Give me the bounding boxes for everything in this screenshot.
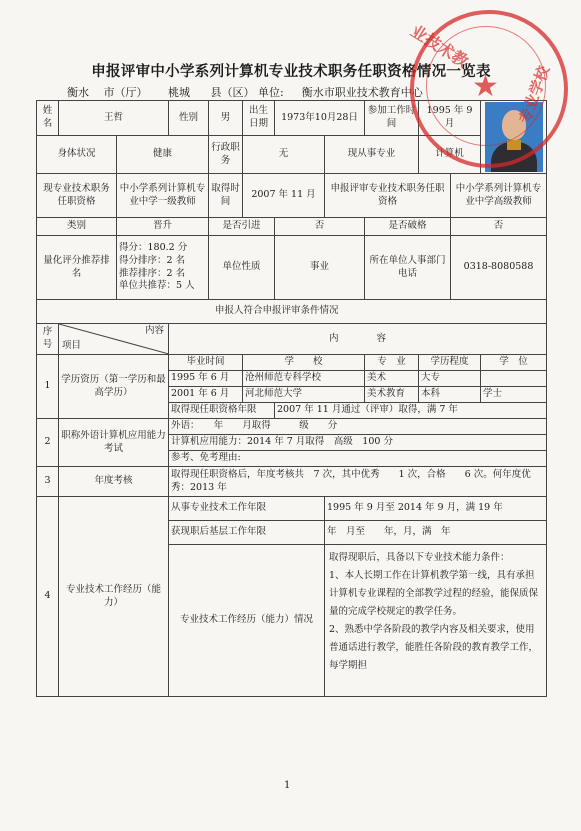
work-start-value: 1995 年 9 月	[419, 101, 481, 136]
exam-no: 2	[37, 419, 59, 467]
section-title-row	[37, 300, 547, 324]
apply-title-value: 中小学系列计算机专业中学高级教师	[451, 174, 547, 218]
exam-row	[37, 419, 547, 435]
ability-item-2: 2、熟悉中学各阶段的教学内容及相关要求，使用普通话进行教学，能胜任各阶段的教育教学工作，每学期担	[329, 624, 539, 672]
item-header-label: 项目	[62, 340, 82, 352]
edu-col-graduation: 毕业时间	[169, 355, 243, 371]
introduced-value: 否	[275, 218, 365, 236]
edu-level: 本科	[419, 387, 481, 403]
work-years-row	[37, 497, 547, 521]
edu-col-major: 专 业	[365, 355, 419, 371]
ability-intro: 取得现职后，具备以下专业技术能力条件：	[329, 552, 510, 563]
ranking-row	[37, 236, 547, 300]
content-item-header	[59, 324, 169, 355]
grassroots-years-label: 获现职后基层工作年限	[169, 521, 325, 545]
category-row	[37, 218, 547, 236]
work-years-label: 从事专业技术工作年限	[169, 497, 325, 521]
content-header-label: 内容	[145, 325, 165, 336]
edu-degree	[481, 371, 547, 387]
current-title-label: 现专业技术职务任职资格	[37, 174, 117, 218]
introduced-label: 是否引进	[209, 218, 275, 236]
work-start-label: 参加工作时间	[365, 101, 419, 136]
ability-detail	[325, 545, 547, 697]
apply-title-label: 申报评审专业技术职务任职资格	[325, 174, 451, 218]
annual-review-row	[37, 467, 547, 497]
annual-review-no: 3	[37, 467, 59, 497]
annual-review-label: 年度考核	[59, 467, 169, 497]
edu-degree: 学士	[481, 387, 547, 403]
edu-major: 美术	[365, 371, 419, 387]
unit-label: 单位:	[258, 86, 284, 99]
recommend-rank-value: 推荐排序：2 名	[119, 267, 186, 279]
edu-col-level: 学历程度	[419, 355, 481, 371]
hr-phone-label: 所在单位人事部门电话	[365, 236, 451, 300]
health-label: 身体状况	[37, 136, 117, 174]
edu-major: 美术教育	[365, 387, 419, 403]
status-row	[37, 136, 547, 174]
ability-item-1: 1、本人长期工作在计算机教学第一线，具有承担计算机专业课程的全部教学过程的经验，能保质保量的完成学校规定的教学任务。	[329, 570, 539, 618]
section-header-row	[37, 324, 547, 355]
title-row	[37, 174, 547, 218]
qualification-form-table	[36, 100, 547, 697]
birth-label: 出生日期	[243, 101, 275, 136]
county-value: 桃城	[151, 84, 207, 101]
county-unit-label: 县（区）	[210, 86, 255, 99]
recommend-total-value: 单位共推荐：5 人	[119, 280, 195, 292]
qualification-years-value: 2007 年 11 月通过（评审）取得，满 7 年	[275, 403, 547, 419]
ability-label: 专业技术工作经历（能力）情况	[169, 545, 325, 697]
seq-no-header: 序号	[37, 324, 59, 355]
hr-phone-value: 0318-8080588	[451, 236, 547, 300]
annual-review-value: 取得现任职资格后，年度考核共 7 次，其中优秀 1 次，合格 6 次。何年度优秀：2013 年	[169, 467, 547, 497]
unit-nature-label: 单位性质	[209, 236, 275, 300]
current-major-label: 现从事专业	[325, 136, 419, 174]
gender-label: 性别	[169, 101, 209, 136]
foreign-language-value: 外语： 年 月取得 级 分	[169, 419, 547, 435]
work-years-value: 1995 年 9 月至 2014 年 9 月，满 19 年	[325, 497, 547, 521]
photo-cell	[481, 101, 547, 174]
applicant-unit-line	[56, 84, 526, 101]
official-seal: 业技术教 专业学校 ★	[410, 10, 568, 168]
section-title: 申报人符合申报评审条件情况	[37, 300, 547, 324]
category-label: 类别	[37, 218, 117, 236]
experience-label: 专业技术工作经历（能力）	[59, 497, 169, 697]
detail-header: 内 容	[169, 324, 547, 355]
education-label: 学历资历（第一学历和最高学历）	[59, 355, 169, 419]
name-value: 王哲	[59, 101, 169, 136]
exceptional-value: 否	[451, 218, 547, 236]
applicant-photo	[485, 102, 543, 172]
page-number: 1	[284, 780, 291, 791]
ranking-label: 量化评分推荐排名	[37, 236, 117, 300]
gender-value: 男	[209, 101, 243, 136]
edu-level: 大专	[419, 371, 481, 387]
admin-position-value: 无	[243, 136, 325, 174]
city-unit-label: 市（厅）	[103, 86, 148, 99]
admin-position-label: 行政职务	[209, 136, 243, 174]
category-value: 晋升	[117, 218, 209, 236]
education-no: 1	[37, 355, 59, 419]
exemption-reason: 参考、免考理由:	[169, 451, 547, 467]
qualification-years-label: 取得现任职资格年限	[169, 403, 275, 419]
unit-nature-value: 事业	[275, 236, 365, 300]
basic-info-row	[37, 101, 547, 136]
obtain-time-label: 取得时间	[209, 174, 243, 218]
experience-no: 4	[37, 497, 59, 697]
birth-value: 1973年10月28日	[275, 101, 365, 136]
education-header-row	[37, 355, 547, 371]
health-value: 健康	[117, 136, 209, 174]
computer-exam-value: 计算机应用能力：2014 年 7 月取得 高级 100 分	[169, 435, 547, 451]
edu-col-school: 学 校	[243, 355, 365, 371]
edu-graduation: 2001 年 6 月	[169, 387, 243, 403]
edu-school: 河北师范大学	[243, 387, 365, 403]
grassroots-years-value: 年 月至 年，月，满 年	[325, 521, 547, 545]
city-value: 衡水	[56, 84, 100, 101]
score-value: 得分：180.2 分	[119, 241, 188, 253]
current-title-value: 中小学系列计算机专业中学一级教师	[117, 174, 209, 218]
ranking-values	[117, 236, 209, 300]
obtain-time-value: 2007 年 11 月	[243, 174, 325, 218]
exam-label: 职称外语计算机应用能力考试	[59, 419, 169, 467]
score-rank-value: 得分排序：2 名	[119, 254, 186, 266]
edu-graduation: 1995 年 6 月	[169, 371, 243, 387]
edu-col-degree: 学 位	[481, 355, 547, 371]
current-major-value: 计算机	[419, 136, 481, 174]
name-label: 姓名	[37, 101, 59, 136]
unit-value: 衡水市职业技术教育中心	[287, 84, 437, 101]
edu-school: 沧州师范专科学校	[243, 371, 365, 387]
exceptional-label: 是否破格	[365, 218, 451, 236]
page-title: 申报评审中小学系列计算机专业技术职务任职资格情况一览表	[91, 64, 491, 80]
